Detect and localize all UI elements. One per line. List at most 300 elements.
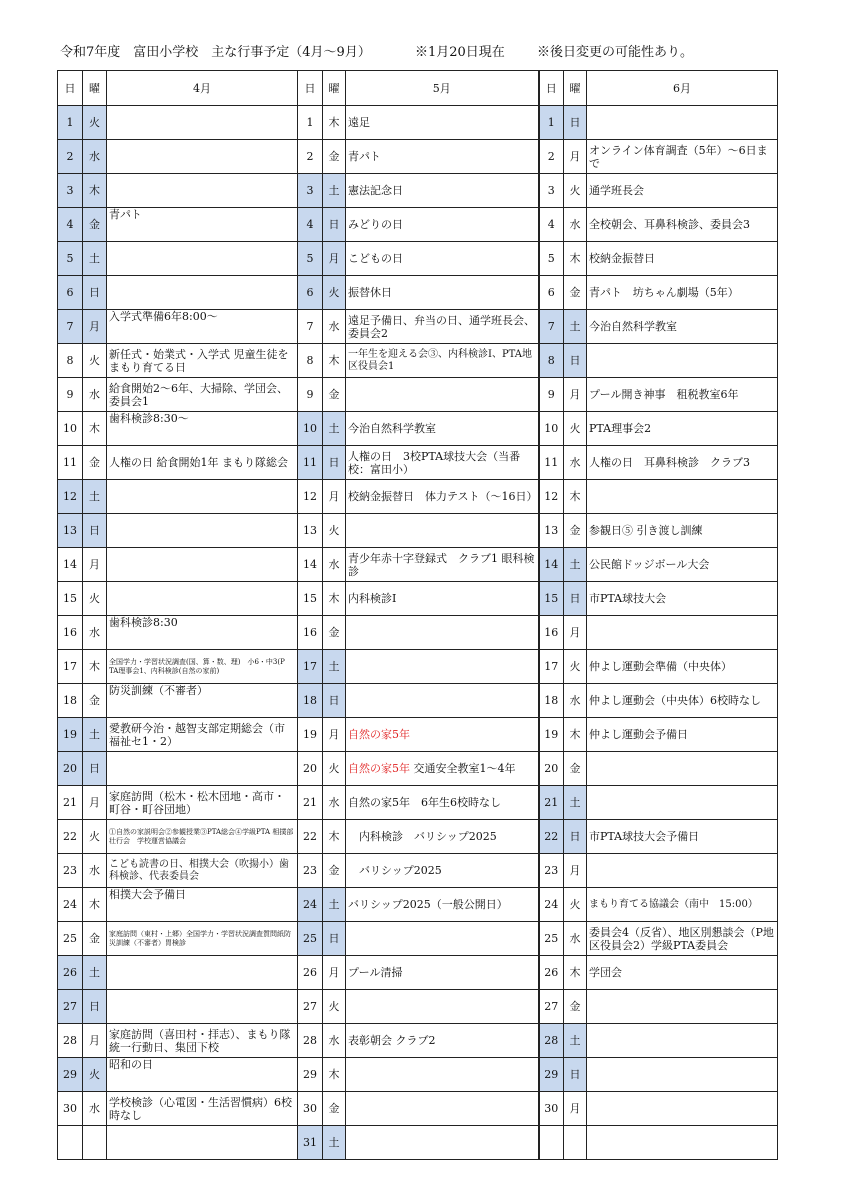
may-day-cell: 27	[298, 990, 323, 1024]
april-weekday-cell: 土	[83, 480, 107, 514]
june-event-cell	[587, 854, 778, 888]
schedule-table	[57, 70, 778, 1160]
april-weekday-cell: 木	[83, 412, 107, 446]
april-event-cell	[107, 140, 298, 174]
may-day-cell: 3	[298, 174, 323, 208]
page-title: 令和7年度 富田小学校 主な行事予定（4月～9月）	[60, 45, 371, 60]
april-weekday-cell: 月	[83, 548, 107, 582]
june-weekday-cell: 日	[564, 344, 587, 378]
june-weekday-cell: 水	[564, 446, 587, 480]
april-day-cell: 16	[58, 616, 83, 650]
june-weekday-cell: 日	[564, 1058, 587, 1092]
june-day-cell: 5	[539, 242, 564, 276]
april-day-cell: 30	[58, 1092, 83, 1126]
table-row	[58, 616, 778, 650]
may-weekday-cell: 火	[323, 514, 346, 548]
april-day-cell: 11	[58, 446, 83, 480]
may-day-cell: 19	[298, 718, 323, 752]
table-row	[58, 650, 778, 684]
april-weekday-cell: 水	[83, 616, 107, 650]
may-event-cell	[346, 1126, 539, 1160]
june-weekday-cell: 月	[564, 1092, 587, 1126]
april-event-cell: 新任式・始業式・入学式 児童生徒をまもり育てる日	[107, 344, 298, 378]
may-day-cell: 18	[298, 684, 323, 718]
april-day-cell: 2	[58, 140, 83, 174]
april-weekday-cell: 土	[83, 718, 107, 752]
june-day-cell: 14	[539, 548, 564, 582]
may-weekday-cell: 月	[323, 480, 346, 514]
june-event-cell	[587, 616, 778, 650]
table-row	[58, 548, 778, 582]
june-event-cell	[587, 786, 778, 820]
may-event-cell	[346, 650, 539, 684]
june-event-cell	[587, 1092, 778, 1126]
june-day-cell: 23	[539, 854, 564, 888]
may-day-cell: 6	[298, 276, 323, 310]
april-day-cell: 15	[58, 582, 83, 616]
april-day-cell: 8	[58, 344, 83, 378]
table-row	[58, 208, 778, 242]
june-event-cell: オンライン体育調査（5年）～6日まで	[587, 140, 778, 174]
april-event-cell: 全国学力・学習状況調査(国、算・数、理) 小6・中3(P TA理事会1、内科検診(自然の家前)	[107, 650, 298, 684]
june-event-cell: 仲よし運動会予備日	[587, 718, 778, 752]
june-weekday-cell: 木	[564, 480, 587, 514]
june-weekday-cell: 月	[564, 140, 587, 174]
june-weekday-cell	[564, 1126, 587, 1160]
june-day-cell: 16	[539, 616, 564, 650]
april-weekday-cell: 日	[83, 514, 107, 548]
may-day-cell: 15	[298, 582, 323, 616]
june-day-cell: 24	[539, 888, 564, 922]
june-weekday-cell: 水	[564, 208, 587, 242]
highlighted-event-text: 自然の家5年	[348, 728, 410, 741]
april-day-cell: 12	[58, 480, 83, 514]
april-day-cell: 3	[58, 174, 83, 208]
june-event-cell	[587, 344, 778, 378]
june-event-cell: 委員会4（反省）、地区別懇談会（P地区役員会2）学級PTA委員会	[587, 922, 778, 956]
may-weekday-cell: 土	[323, 412, 346, 446]
may-weekday-cell: 水	[323, 1024, 346, 1058]
may-weekday-cell: 金	[323, 616, 346, 650]
may-weekday-cell: 金	[323, 1092, 346, 1126]
june-event-cell: 公民館ドッジボール大会	[587, 548, 778, 582]
june-weekday-cell: 木	[564, 242, 587, 276]
table-row	[58, 344, 778, 378]
june-day-cell: 15	[539, 582, 564, 616]
table-row	[58, 888, 778, 922]
may-event-cell: 振替休日	[346, 276, 539, 310]
may-event-cell: 人権の日 3校PTA球技大会（当番校：富田小）	[346, 446, 539, 480]
may-weekday-cell: 月	[323, 242, 346, 276]
june-event-cell: 仲よし運動会準備（中央体）	[587, 650, 778, 684]
may-day-cell: 24	[298, 888, 323, 922]
june-day-cell: 17	[539, 650, 564, 684]
may-event-cell	[346, 922, 539, 956]
june-event-cell	[587, 1024, 778, 1058]
april-event-cell	[107, 276, 298, 310]
may-weekday-cell: 日	[323, 684, 346, 718]
april-weekday-cell: 土	[83, 242, 107, 276]
may-event-cell: 今治自然科学教室	[346, 412, 539, 446]
april-event-cell	[107, 514, 298, 548]
april-event-cell: 相撲大会予備日	[107, 888, 298, 922]
may-day-cell: 31	[298, 1126, 323, 1160]
may-event-cell	[346, 514, 539, 548]
table-row	[58, 242, 778, 276]
june-day-cell: 20	[539, 752, 564, 786]
may-weekday-cell: 木	[323, 820, 346, 854]
may-day-cell: 26	[298, 956, 323, 990]
april-event-cell: 防災訓練（不審者）	[107, 684, 298, 718]
april-day-cell: 22	[58, 820, 83, 854]
april-day-cell: 26	[58, 956, 83, 990]
april-weekday-cell: 金	[83, 208, 107, 242]
as-of-date: ※1月20日現在	[414, 45, 505, 60]
may-weekday-cell: 日	[323, 446, 346, 480]
april-day-cell: 9	[58, 378, 83, 412]
may-weekday-cell: 金	[323, 378, 346, 412]
table-row	[58, 310, 778, 344]
april-event-cell: ①自然の家説明会②参観授業③PTA総会④学級PTA 相撲部壮行会 学校運営協議会	[107, 820, 298, 854]
may-day-cell: 16	[298, 616, 323, 650]
june-weekday-cell: 月	[564, 854, 587, 888]
april-event-cell: 昭和の日	[107, 1058, 298, 1092]
table-row	[58, 854, 778, 888]
event-text: 交通安全教室1～4年	[410, 762, 516, 775]
may-weekday-cell: 土	[323, 174, 346, 208]
may-weekday-cell: 金	[323, 854, 346, 888]
may-weekday-cell: 水	[323, 786, 346, 820]
april-event-cell: こども読書の日、相撲大会（吹揚小）歯科検診、代表委員会	[107, 854, 298, 888]
april-event-cell	[107, 752, 298, 786]
may-day-cell: 9	[298, 378, 323, 412]
april-event-cell	[107, 480, 298, 514]
april-event-cell: 学校検診（心電図・生活習慣病）6校時なし	[107, 1092, 298, 1126]
june-event-cell: 人権の日 耳鼻科検診 クラブ3	[587, 446, 778, 480]
april-day-cell: 1	[58, 106, 83, 140]
table-row	[58, 1024, 778, 1058]
col-header-day: 日	[58, 71, 83, 106]
april-event-cell	[107, 582, 298, 616]
may-weekday-cell: 土	[323, 888, 346, 922]
june-day-cell: 18	[539, 684, 564, 718]
june-event-cell	[587, 106, 778, 140]
april-weekday-cell: 水	[83, 140, 107, 174]
april-event-cell: 歯科検診8:30～	[107, 412, 298, 446]
may-weekday-cell: 金	[323, 140, 346, 174]
april-weekday-cell: 木	[83, 650, 107, 684]
april-weekday-cell: 水	[83, 1092, 107, 1126]
june-event-cell	[587, 480, 778, 514]
april-event-cell: 人権の日 給食開始1年 まもり隊総会	[107, 446, 298, 480]
table-row	[58, 514, 778, 548]
june-weekday-cell: 木	[564, 718, 587, 752]
june-day-cell: 25	[539, 922, 564, 956]
june-day-cell: 28	[539, 1024, 564, 1058]
june-day-cell: 8	[539, 344, 564, 378]
june-event-cell: 校納金振替日	[587, 242, 778, 276]
april-event-cell: 青パト	[107, 208, 298, 242]
june-event-cell: プール開き神事 租税教室6年	[587, 378, 778, 412]
may-event-cell	[346, 752, 539, 786]
april-day-cell: 21	[58, 786, 83, 820]
june-event-cell: 青パト 坊ちゃん劇場（5年）	[587, 276, 778, 310]
table-row	[58, 480, 778, 514]
table-row	[58, 106, 778, 140]
col-header-weekday: 曜	[564, 71, 587, 106]
may-weekday-cell: 火	[323, 990, 346, 1024]
june-event-cell	[587, 1058, 778, 1092]
may-event-cell: 自然の家5年 6年生6校時なし	[346, 786, 539, 820]
april-weekday-cell: 月	[83, 786, 107, 820]
may-event-cell: 憲法記念日	[346, 174, 539, 208]
june-event-cell: 今治自然科学教室	[587, 310, 778, 344]
may-event-cell: 遠足	[346, 106, 539, 140]
june-event-cell: まもり育てる協議会（南中 15:00）	[587, 888, 778, 922]
schedule-body	[58, 106, 778, 1160]
april-event-cell: 愛教研今治・越智支部定期総会（市福祉セ1・2）	[107, 718, 298, 752]
june-day-cell: 21	[539, 786, 564, 820]
may-day-cell: 25	[298, 922, 323, 956]
june-day-cell: 12	[539, 480, 564, 514]
may-event-cell: 内科検診Ⅰ	[346, 582, 539, 616]
june-day-cell: 22	[539, 820, 564, 854]
may-event-cell: 青少年赤十字登録式 クラブ1 眼科検診	[346, 548, 539, 582]
may-event-cell	[346, 684, 539, 718]
june-day-cell: 10	[539, 412, 564, 446]
table-row	[58, 1058, 778, 1092]
june-weekday-cell: 日	[564, 106, 587, 140]
may-day-cell: 17	[298, 650, 323, 684]
col-header-day: 日	[298, 71, 323, 106]
june-day-cell	[539, 1126, 564, 1160]
may-weekday-cell: 日	[323, 208, 346, 242]
may-weekday-cell: 土	[323, 650, 346, 684]
june-weekday-cell: 土	[564, 1024, 587, 1058]
april-weekday-cell: 木	[83, 888, 107, 922]
june-weekday-cell: 木	[564, 956, 587, 990]
april-event-cell	[107, 956, 298, 990]
table-row	[58, 1126, 778, 1160]
table-row	[58, 820, 778, 854]
june-weekday-cell: 火	[564, 412, 587, 446]
may-day-cell: 11	[298, 446, 323, 480]
may-event-cell: 遠足予備日、弁当の日、通学班長会、委員会2	[346, 310, 539, 344]
april-event-cell	[107, 1126, 298, 1160]
table-row	[58, 582, 778, 616]
may-day-cell: 14	[298, 548, 323, 582]
april-event-cell	[107, 242, 298, 276]
may-day-cell: 7	[298, 310, 323, 344]
june-weekday-cell: 土	[564, 548, 587, 582]
may-weekday-cell: 水	[323, 310, 346, 344]
table-row	[58, 276, 778, 310]
april-day-cell: 24	[58, 888, 83, 922]
june-event-cell: 学団会	[587, 956, 778, 990]
june-weekday-cell: 金	[564, 514, 587, 548]
col-header-day: 日	[539, 71, 564, 106]
may-day-cell: 30	[298, 1092, 323, 1126]
may-event-cell: バリシップ2025	[346, 854, 539, 888]
april-day-cell: 18	[58, 684, 83, 718]
june-event-cell: PTA理事会2	[587, 412, 778, 446]
april-weekday-cell: 水	[83, 854, 107, 888]
may-day-cell: 20	[298, 752, 323, 786]
april-event-cell: 家庭訪問（松木・松木団地・高市・町谷・町谷団地）	[107, 786, 298, 820]
col-header-april: 4月	[107, 71, 298, 106]
june-weekday-cell: 水	[564, 922, 587, 956]
june-event-cell: 市PTA球技大会	[587, 582, 778, 616]
may-day-cell: 5	[298, 242, 323, 276]
june-day-cell: 30	[539, 1092, 564, 1126]
april-weekday-cell: 金	[83, 446, 107, 480]
june-day-cell: 4	[539, 208, 564, 242]
april-weekday-cell: 月	[83, 310, 107, 344]
april-day-cell: 29	[58, 1058, 83, 1092]
may-weekday-cell: 月	[323, 718, 346, 752]
page-header	[60, 41, 840, 60]
june-event-cell: 仲よし運動会（中央体）6校時なし	[587, 684, 778, 718]
april-day-cell: 4	[58, 208, 83, 242]
april-weekday-cell: 火	[83, 820, 107, 854]
april-day-cell: 10	[58, 412, 83, 446]
may-weekday-cell: 土	[323, 1126, 346, 1160]
april-day-cell: 23	[58, 854, 83, 888]
may-event-cell: 表彰朝会 クラブ2	[346, 1024, 539, 1058]
april-event-cell: 家庭訪問（東村・上郷）全国学力・学習状況調査質問紙防災訓練（不審者）胃検診	[107, 922, 298, 956]
april-event-cell: 歯科検診8:30	[107, 616, 298, 650]
col-header-may: 5月	[346, 71, 539, 106]
table-row	[58, 786, 778, 820]
june-day-cell: 29	[539, 1058, 564, 1092]
june-day-cell: 6	[539, 276, 564, 310]
april-day-cell: 20	[58, 752, 83, 786]
april-weekday-cell: 月	[83, 1024, 107, 1058]
may-weekday-cell: 火	[323, 752, 346, 786]
june-event-cell: 参観日⑤ 引き渡し訓練	[587, 514, 778, 548]
june-day-cell: 7	[539, 310, 564, 344]
june-day-cell: 3	[539, 174, 564, 208]
may-event-cell	[346, 718, 539, 752]
june-day-cell: 27	[539, 990, 564, 1024]
june-weekday-cell: 金	[564, 752, 587, 786]
table-row	[58, 446, 778, 480]
june-weekday-cell: 金	[564, 990, 587, 1024]
may-day-cell: 28	[298, 1024, 323, 1058]
may-event-cell	[346, 378, 539, 412]
col-header-june: 6月	[587, 71, 778, 106]
may-event-cell: こどもの日	[346, 242, 539, 276]
april-event-cell: 給食開始2～6年、大掃除、学団会、委員会1	[107, 378, 298, 412]
april-event-cell	[107, 548, 298, 582]
april-weekday-cell	[83, 1126, 107, 1160]
june-day-cell: 11	[539, 446, 564, 480]
april-day-cell: 25	[58, 922, 83, 956]
june-weekday-cell: 日	[564, 582, 587, 616]
april-weekday-cell: 火	[83, 1058, 107, 1092]
june-event-cell	[587, 1126, 778, 1160]
may-day-cell: 13	[298, 514, 323, 548]
june-weekday-cell: 火	[564, 174, 587, 208]
may-event-cell: 校納金振替日 体力テスト（～16日）	[346, 480, 539, 514]
april-day-cell: 28	[58, 1024, 83, 1058]
may-day-cell: 29	[298, 1058, 323, 1092]
table-row	[58, 752, 778, 786]
highlighted-event-text: 自然の家5年	[348, 762, 410, 775]
may-event-cell	[346, 1092, 539, 1126]
june-day-cell: 1	[539, 106, 564, 140]
april-weekday-cell: 土	[83, 956, 107, 990]
june-event-cell: 市PTA球技大会予備日	[587, 820, 778, 854]
june-day-cell: 19	[539, 718, 564, 752]
june-event-cell: 通学班長会	[587, 174, 778, 208]
may-event-cell	[346, 1058, 539, 1092]
june-weekday-cell: 日	[564, 820, 587, 854]
may-event-cell	[346, 990, 539, 1024]
table-row	[58, 412, 778, 446]
june-day-cell: 9	[539, 378, 564, 412]
change-note: ※後日変更の可能性あり。	[536, 45, 693, 60]
table-row	[58, 378, 778, 412]
june-weekday-cell: 月	[564, 378, 587, 412]
april-weekday-cell: 金	[83, 684, 107, 718]
april-weekday-cell: 日	[83, 752, 107, 786]
april-day-cell: 7	[58, 310, 83, 344]
april-weekday-cell: 日	[83, 990, 107, 1024]
may-event-cell: 青パト	[346, 140, 539, 174]
may-weekday-cell: 木	[323, 1058, 346, 1092]
may-day-cell: 2	[298, 140, 323, 174]
april-weekday-cell: 水	[83, 378, 107, 412]
col-header-weekday: 曜	[323, 71, 346, 106]
may-weekday-cell: 水	[323, 548, 346, 582]
col-header-weekday: 曜	[83, 71, 107, 106]
table-row	[58, 956, 778, 990]
table-row	[58, 140, 778, 174]
may-day-cell: 22	[298, 820, 323, 854]
june-weekday-cell: 水	[564, 684, 587, 718]
june-event-cell	[587, 990, 778, 1024]
april-event-cell	[107, 990, 298, 1024]
may-day-cell: 21	[298, 786, 323, 820]
may-day-cell: 23	[298, 854, 323, 888]
april-event-cell: 家庭訪問（喜田村・拝志）、まもり隊統一行動日、集団下校	[107, 1024, 298, 1058]
may-day-cell: 8	[298, 344, 323, 378]
may-event-cell: バリシップ2025（一般公開日）	[346, 888, 539, 922]
table-row	[58, 684, 778, 718]
june-day-cell: 26	[539, 956, 564, 990]
june-day-cell: 2	[539, 140, 564, 174]
april-weekday-cell: 火	[83, 582, 107, 616]
may-event-cell: 一年生を迎える会③、内科検診Ⅰ、PTA地区役員会1	[346, 344, 539, 378]
table-row	[58, 718, 778, 752]
table-row	[58, 922, 778, 956]
april-day-cell: 27	[58, 990, 83, 1024]
may-day-cell: 10	[298, 412, 323, 446]
may-event-cell: 内科検診 バリシップ2025	[346, 820, 539, 854]
june-weekday-cell: 金	[564, 276, 587, 310]
may-weekday-cell: 木	[323, 106, 346, 140]
april-weekday-cell: 金	[83, 922, 107, 956]
may-day-cell: 1	[298, 106, 323, 140]
may-weekday-cell: 木	[323, 344, 346, 378]
april-day-cell: 13	[58, 514, 83, 548]
april-day-cell: 14	[58, 548, 83, 582]
may-event-cell: みどりの日	[346, 208, 539, 242]
may-weekday-cell: 日	[323, 922, 346, 956]
june-day-cell: 13	[539, 514, 564, 548]
june-weekday-cell: 土	[564, 310, 587, 344]
